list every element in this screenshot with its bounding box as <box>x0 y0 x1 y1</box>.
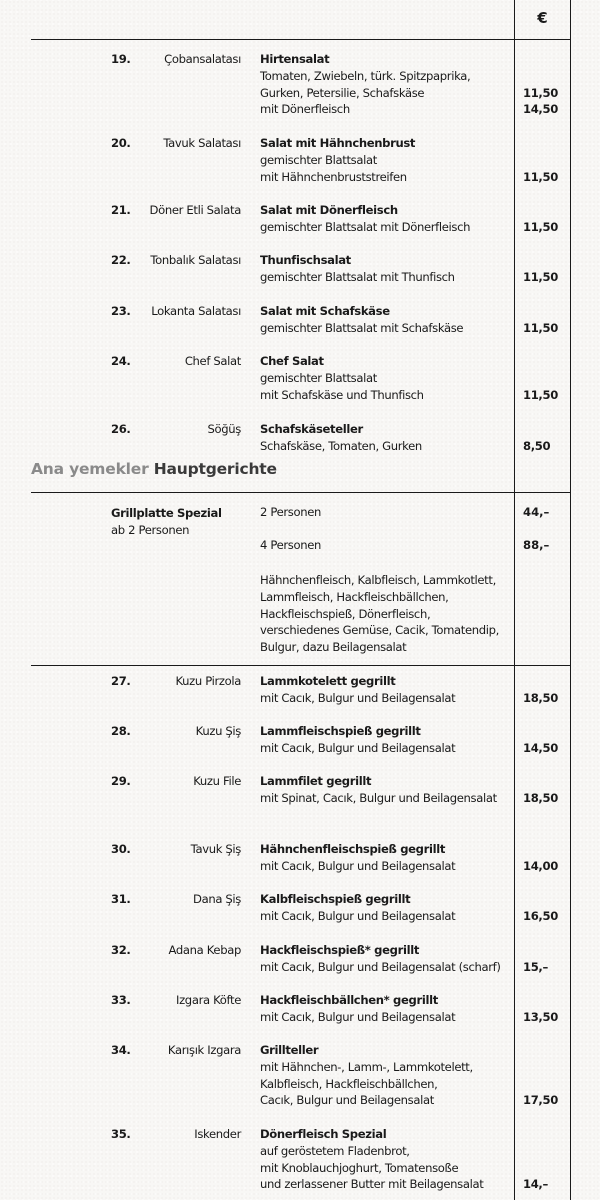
header-rule <box>31 39 571 40</box>
grillplatte-title-block <box>111 505 222 539</box>
grillplatte-option-label: 4 Personen <box>260 538 322 552</box>
item-detail-line: gemischter Blattsalat mit Thunfisch <box>260 269 455 284</box>
item-price <box>523 1160 563 1177</box>
item-description <box>260 353 512 403</box>
item-turkish-name: Tonbalık Salatası <box>150 253 241 267</box>
item-detail-line: mit Cacık, Bulgur und Beilagensalat <box>260 858 456 873</box>
item-prices <box>523 790 563 807</box>
item-price <box>523 152 563 169</box>
item-turkish-name: Kuzu Pirzola <box>175 674 241 688</box>
item-title: Hähnchenfleischspieß gegrillt <box>260 842 446 856</box>
section-title-turkish: Ana yemekler <box>31 460 149 478</box>
item-number: 33. <box>111 993 131 1007</box>
item-description <box>260 891 512 925</box>
item-title: Kalbfleischspieß gegrillt <box>260 892 411 906</box>
item-description <box>260 992 512 1026</box>
item-detail-line: gemischter Blattsalat mit Schafskäse <box>260 320 464 335</box>
item-detail-line: mit Cacık, Bulgur und Beilagensalat <box>260 740 456 755</box>
item-title: Thunfischsalat <box>260 253 351 267</box>
grillplatte-title: Grillplatte Spezial <box>111 506 222 520</box>
item-price <box>523 1059 563 1076</box>
item-detail-line: mit Cacık, Bulgur und Beilagensalat (scharf) <box>260 959 501 974</box>
item-detail-line: auf geröstetem Fladenbrot, <box>260 1143 410 1158</box>
item-number: 31. <box>111 892 131 906</box>
item-description <box>260 135 512 185</box>
item-turkish-name: Çobansalatası <box>164 52 241 66</box>
section-heading <box>31 460 277 478</box>
item-turkish-name: Iskender <box>194 1127 241 1141</box>
item-number: 34. <box>111 1043 131 1057</box>
item-turkish-name: Karışık Izgara <box>167 1043 241 1057</box>
item-detail-line: mit Spinat, Cacık, Bulgur und Beilagensalat <box>260 790 497 805</box>
item-price: 17,50 <box>523 1093 558 1108</box>
item-title: Chef Salat <box>260 354 324 368</box>
item-price: 13,50 <box>523 1009 558 1024</box>
item-detail-line: Cacık, Bulgur und Beilagensalat <box>260 1093 434 1108</box>
description-line: verschiedenes Gemüse, Cacik, Tomatendip, <box>260 623 500 638</box>
item-detail-line: mit Cacık, Bulgur und Beilagensalat <box>260 908 456 923</box>
item-prices <box>523 959 563 976</box>
grillplatte-option-price: 88,– <box>523 538 550 552</box>
item-description <box>260 841 512 875</box>
item-description <box>260 1042 512 1109</box>
item-title: Grillteller <box>260 1043 319 1057</box>
price-column-left-rule <box>514 0 515 1200</box>
item-prices <box>523 1143 563 1193</box>
item-prices <box>523 908 563 925</box>
description-line: Lammfleisch, Hackfleischbällchen, <box>260 589 449 604</box>
item-price: 11,50 <box>523 320 558 335</box>
item-price: 11,50 <box>523 387 558 402</box>
item-prices <box>523 269 563 286</box>
item-detail-line: mit Cacık, Bulgur und Beilagensalat <box>260 1009 456 1024</box>
item-turkish-name: Tavuk Salatası <box>163 136 241 150</box>
item-number: 29. <box>111 774 131 788</box>
item-title: Hackfleischspieß* gegrillt <box>260 943 420 957</box>
item-prices <box>523 1059 563 1109</box>
item-prices <box>523 690 563 707</box>
grillplatte-subtitle: ab 2 Personen <box>111 522 190 537</box>
item-detail-line: Kalbfleisch, Hackfleischbällchen, <box>260 1076 438 1091</box>
item-prices <box>523 68 563 118</box>
item-detail-line: Tomaten, Zwiebeln, türk. Spitzpaprika, <box>260 68 471 83</box>
item-description <box>260 252 512 286</box>
item-turkish-name: Kuzu Şiş <box>195 724 241 738</box>
section-title-german: Hauptgerichte <box>153 460 277 478</box>
item-title: Lammfilet gegrillt <box>260 774 372 788</box>
item-price: 11,50 <box>523 169 558 184</box>
item-description <box>260 673 512 707</box>
item-price: 14,– <box>523 1177 548 1192</box>
item-turkish-name: Tavuk Şiş <box>190 842 241 856</box>
item-number: 30. <box>111 842 131 856</box>
item-detail-line: Gurken, Petersilie, Schafskäse <box>260 85 425 100</box>
grillplatte-rule <box>31 665 571 666</box>
description-line: Bulgur, dazu Beilagensalat <box>260 640 407 655</box>
item-description <box>260 942 512 976</box>
item-number: 24. <box>111 354 131 368</box>
item-title: Salat mit Schafskäse <box>260 304 390 318</box>
currency-header: € <box>537 9 548 27</box>
item-price: 8,50 <box>523 438 551 453</box>
item-price: 15,– <box>523 959 548 974</box>
item-turkish-name: Adana Kebap <box>168 943 241 957</box>
item-detail-line: mit Dönerfleisch <box>260 102 350 117</box>
item-detail-line: mit Hähnchenbruststreifen <box>260 169 407 184</box>
item-prices <box>523 152 563 186</box>
item-price: 16,50 <box>523 908 558 923</box>
description-line: Hähnchenfleisch, Kalbfleisch, Lammkotlett, <box>260 573 496 587</box>
item-turkish-name: Döner Etli Salata <box>149 203 241 217</box>
item-description <box>260 1126 512 1193</box>
item-title: Dönerfleisch Spezial <box>260 1127 387 1141</box>
item-price: 18,50 <box>523 790 558 805</box>
item-turkish-name: Kuzu File <box>193 774 241 788</box>
item-description <box>260 303 512 337</box>
item-description <box>260 773 512 807</box>
item-prices <box>523 740 563 757</box>
item-detail-line: gemischter Blattsalat <box>260 152 377 167</box>
item-detail-line: mit Hähnchen-, Lamm-, Lammkotelett, <box>260 1059 473 1074</box>
item-title: Lammkotelett gegrillt <box>260 674 396 688</box>
item-price: 11,50 <box>523 219 558 234</box>
item-number: 22. <box>111 253 131 267</box>
item-prices <box>523 1009 563 1026</box>
item-number: 21. <box>111 203 131 217</box>
section-rule <box>31 492 571 493</box>
item-turkish-name: Dana Şiş <box>193 892 241 906</box>
item-detail-line: gemischter Blattsalat mit Dönerfleisch <box>260 219 471 234</box>
item-detail-line: und zerlassener Butter mit Beilagensalat <box>260 1177 484 1192</box>
item-prices <box>523 438 563 455</box>
item-price: 11,50 <box>523 85 558 100</box>
grillplatte-description <box>260 572 512 656</box>
item-price: 14,50 <box>523 740 558 755</box>
item-description <box>260 51 512 118</box>
item-price: 14,50 <box>523 102 558 117</box>
item-title: Schafskäseteller <box>260 422 363 436</box>
item-title: Salat mit Dönerfleisch <box>260 203 398 217</box>
item-prices <box>523 858 563 875</box>
item-title: Hirtensalat <box>260 52 330 66</box>
item-prices <box>523 320 563 337</box>
item-prices <box>523 370 563 404</box>
item-detail-line: mit Schafskäse und Thunfisch <box>260 387 424 402</box>
grillplatte-option-price: 44,– <box>523 505 550 519</box>
description-line: Hackfleischspieß, Dönerfleisch, <box>260 606 431 621</box>
item-turkish-name: Chef Salat <box>184 354 241 368</box>
item-number: 26. <box>111 422 131 436</box>
item-price: 18,50 <box>523 690 558 705</box>
item-number: 23. <box>111 304 131 318</box>
item-detail-line: gemischter Blattsalat <box>260 370 377 385</box>
grillplatte-option-label: 2 Personen <box>260 505 322 519</box>
item-number: 19. <box>111 52 131 66</box>
item-price <box>523 370 563 387</box>
item-number: 20. <box>111 136 131 150</box>
item-price <box>523 68 563 85</box>
item-description <box>260 202 512 236</box>
item-detail-line: Schafskäse, Tomaten, Gurken <box>260 438 422 453</box>
item-price: 11,50 <box>523 269 558 284</box>
item-price <box>523 1143 563 1160</box>
item-description <box>260 723 512 757</box>
item-number: 35. <box>111 1127 131 1141</box>
item-title: Hackfleischbällchen* gegrillt <box>260 993 438 1007</box>
item-detail-line: mit Knoblauchjoghurt, Tomatensoße <box>260 1160 459 1175</box>
item-price: 14,00 <box>523 858 558 873</box>
item-detail-line: mit Cacık, Bulgur und Beilagensalat <box>260 690 456 705</box>
price-column-right-rule <box>570 0 571 1200</box>
item-turkish-name: Söğüş <box>207 422 241 436</box>
item-turkish-name: Lokanta Salatası <box>151 304 241 318</box>
item-description <box>260 421 512 455</box>
item-number: 27. <box>111 674 131 688</box>
item-prices <box>523 219 563 236</box>
item-number: 32. <box>111 943 131 957</box>
item-title: Lammfleischspieß gegrillt <box>260 724 421 738</box>
item-number: 28. <box>111 724 131 738</box>
item-title: Salat mit Hähnchenbrust <box>260 136 416 150</box>
item-turkish-name: Izgara Köfte <box>176 993 241 1007</box>
item-price <box>523 1076 563 1093</box>
